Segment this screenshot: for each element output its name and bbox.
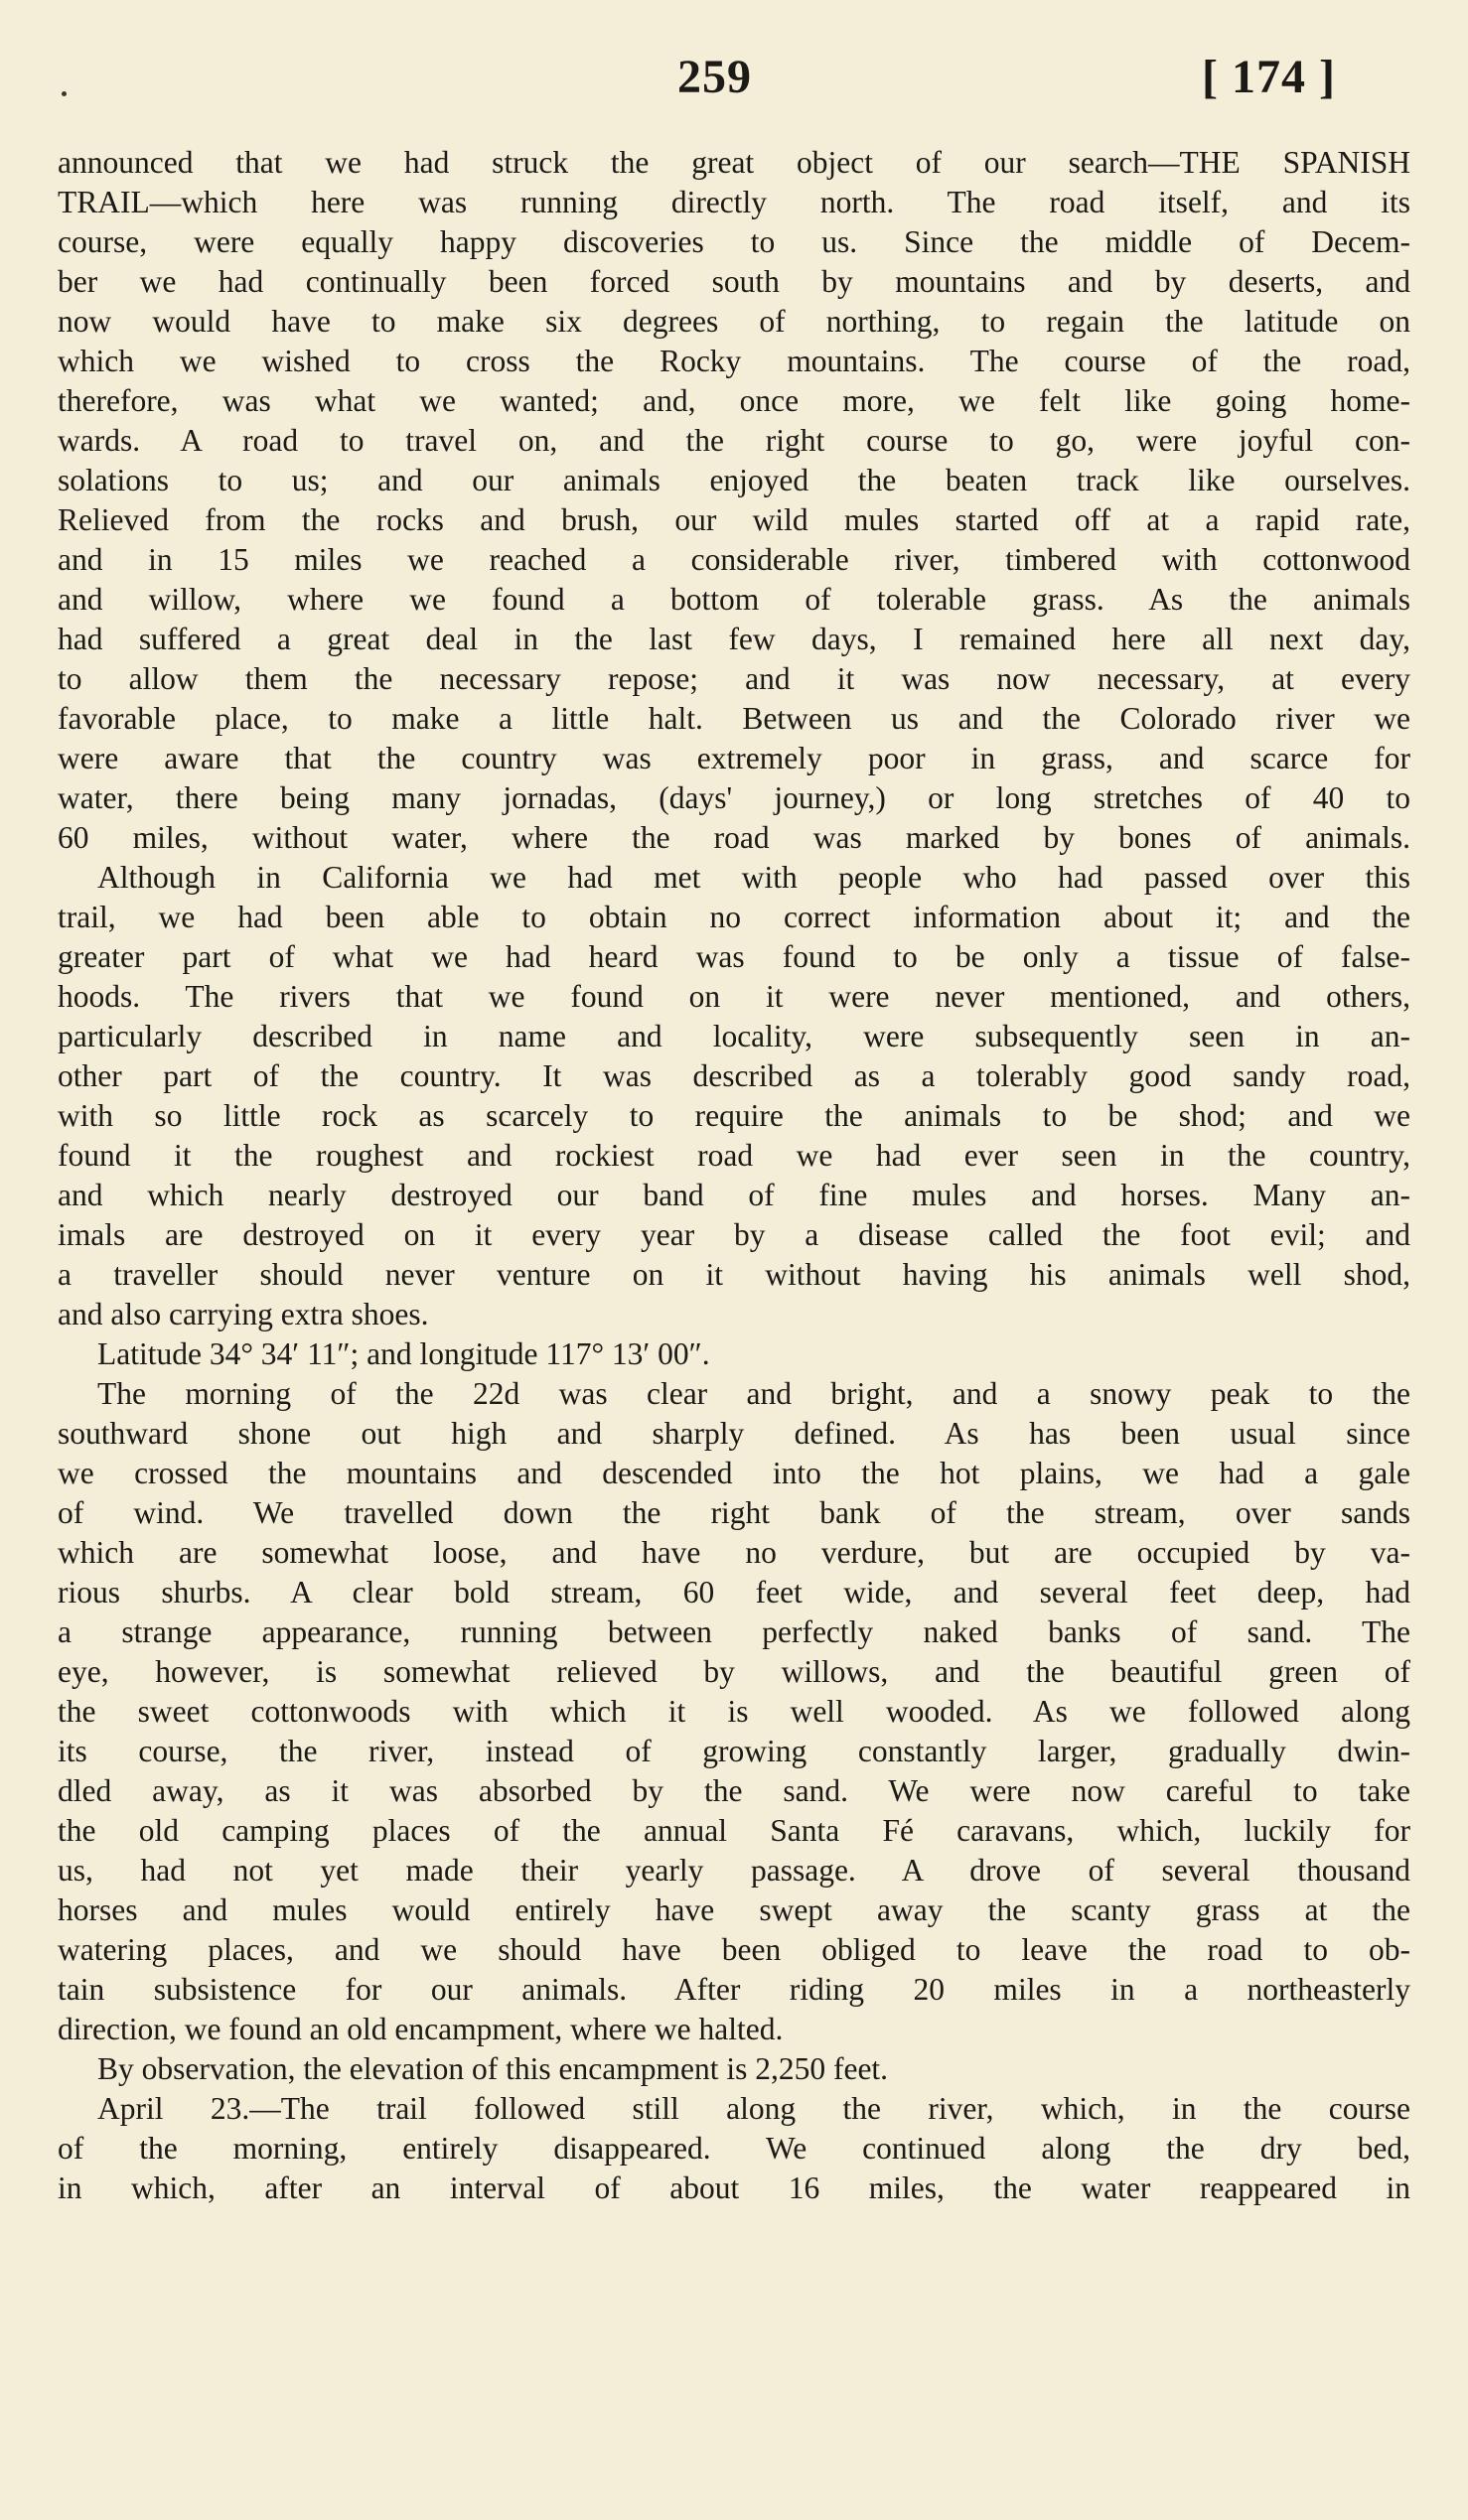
text-line: in which, after an interval of about 16 miles, the water reappeared in bbox=[58, 2170, 1410, 2205]
text-line: 60 miles, without water, where the road was marked by bones of animals. bbox=[58, 820, 1410, 855]
text-line: found it the roughest and rockiest road we had ever seen in the country, bbox=[58, 1138, 1410, 1173]
text-line: greater part of what we had heard was found to be only a tissue of false- bbox=[58, 939, 1410, 974]
text-line: southward shone out high and sharply defined. As has been usual since bbox=[58, 1416, 1410, 1451]
text-line: The morning of the 22d was clear and bright, and a snowy peak to the bbox=[97, 1376, 1410, 1411]
text-line: the old camping places of the annual Santa Fé caravans, which, luckily for bbox=[58, 1813, 1410, 1848]
text-line: ber we had continually been forced south by mountains and by deserts, and bbox=[58, 264, 1410, 299]
text-line: horses and mules would entirely have swept away the scanty grass at the bbox=[58, 1892, 1410, 1927]
text-line: wards. A road to travel on, and the right course to go, were joyful con- bbox=[58, 423, 1410, 458]
body-text bbox=[58, 143, 1410, 2208]
text-line: which we wished to cross the Rocky mountains. The course of the road, bbox=[58, 344, 1410, 378]
text-line: dled away, as it was absorbed by the sand. We were now careful to take bbox=[58, 1773, 1410, 1808]
page-number: 259 bbox=[677, 51, 752, 103]
text-line: trail, we had been able to obtain no correct information about it; and the bbox=[58, 900, 1410, 934]
text-line: and in 15 miles we reached a considerable river, timbered with cottonwood bbox=[58, 542, 1410, 577]
original-page-number: [ 174 ] bbox=[1202, 51, 1336, 103]
text-line: By observation, the elevation of this encampment is 2,250 feet. bbox=[97, 2051, 889, 2086]
text-line: and willow, where we found a bottom of tolerable grass. As the animals bbox=[58, 582, 1410, 617]
text-line: with so little rock as scarcely to require the animals to be shod; and we bbox=[58, 1098, 1410, 1133]
text-line: were aware that the country was extremely poor in grass, and scarce for bbox=[58, 741, 1410, 775]
text-line: now would have to make six degrees of northing, to regain the latitude on bbox=[58, 304, 1410, 339]
text-line: us, had not yet made their yearly passage. A drove of several thousand bbox=[58, 1853, 1410, 1888]
text-line: therefore, was what we wanted; and, once more, we felt like going home- bbox=[58, 383, 1410, 418]
text-line: favorable place, to make a little halt. Between us and the Colorado river we bbox=[58, 701, 1410, 736]
text-line: course, were equally happy discoveries to us. Since the middle of Decem- bbox=[58, 224, 1410, 259]
text-line: other part of the country. It was described as a tolerably good sandy road, bbox=[58, 1058, 1410, 1093]
text-line: a strange appearance, running between perfectly naked banks of sand. The bbox=[58, 1614, 1410, 1649]
text-line: rious shurbs. A clear bold stream, 60 feet wide, and several feet deep, had bbox=[58, 1575, 1410, 1610]
text-line: to allow them the necessary repose; and it was now necessary, at every bbox=[58, 661, 1410, 696]
text-line: water, there being many jornadas, (days' journey,) or long stretches of 40 to bbox=[58, 780, 1410, 815]
text-line: had suffered a great deal in the last few days, I remained here all next day, bbox=[58, 622, 1410, 656]
text-line: imals are destroyed on it every year by a disease called the foot evil; and bbox=[58, 1217, 1410, 1252]
text-line: eye, however, is somewhat relieved by willows, and the beautiful green of bbox=[58, 1654, 1410, 1689]
text-line: tain subsistence for our animals. After riding 20 miles in a northeasterly bbox=[58, 1972, 1410, 2007]
text-line: TRAIL—which here was running directly north. The road itself, and its bbox=[58, 185, 1410, 219]
text-line: solations to us; and our animals enjoyed the beaten track like ourselves. bbox=[58, 463, 1410, 497]
text-line: of the morning, entirely disappeared. We continued along the dry bed, bbox=[58, 2131, 1410, 2166]
text-line: we crossed the mountains and descended into the hot plains, we had a gale bbox=[58, 1456, 1410, 1490]
ink-speck bbox=[62, 91, 67, 96]
page-header bbox=[0, 40, 1468, 119]
text-line: of wind. We travelled down the right bank of the stream, over sands bbox=[58, 1495, 1410, 1530]
text-line: the sweet cottonwoods with which it is well wooded. As we followed along bbox=[58, 1694, 1410, 1729]
text-line: Latitude 34° 34′ 11″; and longitude 117° 13′ 00″. bbox=[97, 1336, 710, 1371]
text-line: which are somewhat loose, and have no verdure, but are occupied by va- bbox=[58, 1535, 1410, 1570]
text-line: its course, the river, instead of growing constantly larger, gradually dwin- bbox=[58, 1734, 1410, 1768]
text-line: direction, we found an old encampment, where we halted. bbox=[58, 2012, 784, 2046]
text-line: hoods. The rivers that we found on it were never mentioned, and others, bbox=[58, 979, 1410, 1014]
text-line: a traveller should never venture on it without having his animals well shod, bbox=[58, 1257, 1410, 1292]
text-line: announced that we had struck the great object of our search—THE SPANISH bbox=[58, 145, 1410, 180]
text-line: and also carrying extra shoes. bbox=[58, 1297, 429, 1331]
text-line: Although in California we had met with people who had passed over this bbox=[97, 860, 1410, 895]
text-line: and which nearly destroyed our band of fine mules and horses. Many an- bbox=[58, 1178, 1410, 1212]
text-line: April 23.—The trail followed still along the river, which, in the course bbox=[97, 2091, 1410, 2126]
text-line: watering places, and we should have been obliged to leave the road to ob- bbox=[58, 1932, 1410, 1967]
text-line: particularly described in name and locality, were subsequently seen in an- bbox=[58, 1019, 1410, 1053]
text-line: Relieved from the rocks and brush, our wild mules started off at a rapid rate, bbox=[58, 502, 1410, 537]
